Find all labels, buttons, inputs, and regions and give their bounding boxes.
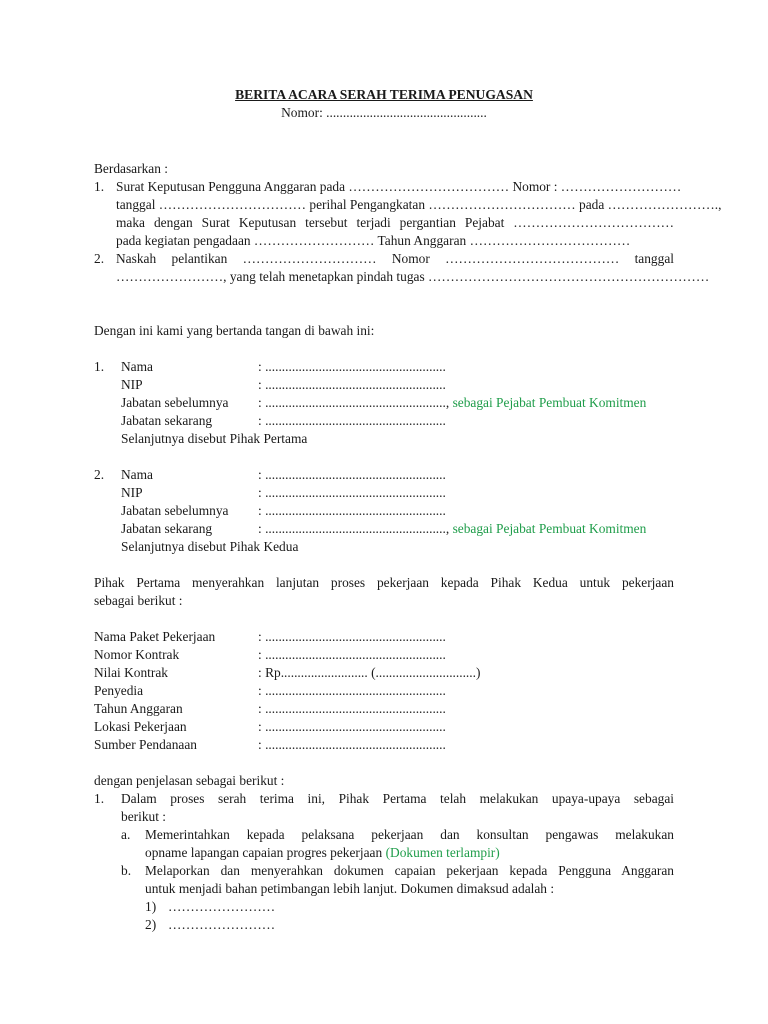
penjelasan-heading: dengan penjelasan sebagai berikut : xyxy=(94,773,285,788)
berdasarkan-item1-line1: Surat Keputusan Pengguna Anggaran pada ……………………………… Nomor : ……………………… xyxy=(116,179,682,194)
document-title: BERITA ACARA SERAH TERIMA PENUGASAN xyxy=(235,87,533,102)
sub-item1-number: 1) xyxy=(145,899,157,914)
pihak1-jabatan-sebelum-value xyxy=(258,394,646,412)
nilai-kontrak-label: Nilai Kontrak xyxy=(94,665,169,680)
tahun-anggaran-label: Tahun Anggaran xyxy=(94,701,183,716)
penjelasan-a-line2 xyxy=(145,844,500,862)
berdasarkan-item2-number: 2. xyxy=(94,251,105,266)
penjelasan-b-line2: untuk menjadi bahan petimbangan lebih lanjut. Dokumen dimaksud adalah : xyxy=(145,881,555,896)
berdasarkan-item2-line2: ……………………, yang telah menetapkan pindah tugas ……………………………………………………… xyxy=(116,269,710,284)
penyerahan-line1: Pihak Pertama menyerahkan lanjutan proses pekerjaan kepada Pihak Kedua untuk pekerjaan xyxy=(94,575,674,590)
sumber-pendanaan-value: : ...................................................... xyxy=(258,737,446,752)
pihak1-nip-value: : ...................................................... xyxy=(258,377,446,392)
nama-paket-label: Nama Paket Pekerjaan xyxy=(94,629,216,644)
berdasarkan-item1-number: 1. xyxy=(94,179,105,194)
sub-item2-text: …………………… xyxy=(168,917,276,932)
nomor-kontrak-label: Nomor Kontrak xyxy=(94,647,180,662)
pihak2-nama-label: Nama xyxy=(121,467,153,482)
penyedia-value: : ...................................................... xyxy=(258,683,446,698)
pihak2-nip-label: NIP xyxy=(121,485,143,500)
pihak1-number: 1. xyxy=(94,359,105,374)
pihak1-closing: Selanjutnya disebut Pihak Pertama xyxy=(121,431,308,446)
penjelasan-a-text: opname lapangan capaian progres pekerjaan xyxy=(145,845,383,860)
pihak2-nama-value: : ...................................................... xyxy=(258,467,446,482)
pihak2-jabatan-sekarang-dots: : ......................................................, xyxy=(258,521,450,536)
pihak2-jabatan-sebelum-value: : ...................................................... xyxy=(258,503,446,518)
pihak1-jabatan-sebelum-dots: : ......................................................, xyxy=(258,395,450,410)
penjelasan-item1-number: 1. xyxy=(94,791,105,806)
sumber-pendanaan-label: Sumber Pendanaan xyxy=(94,737,198,752)
berdasarkan-item2-line1: Naskah pelantikan ………………………… Nomor ………………………………… tanggal xyxy=(116,251,674,266)
penjelasan-item1-line1: Dalam proses serah terima ini, Pihak Pertama telah melakukan upaya-upaya sebagai xyxy=(121,791,674,806)
penyedia-label: Penyedia xyxy=(94,683,144,698)
nama-paket-value: : ...................................................... xyxy=(258,629,446,644)
nomor-kontrak-value: : ...................................................... xyxy=(258,647,446,662)
pihak2-closing: Selanjutnya disebut Pihak Kedua xyxy=(121,539,299,554)
pihak1-jabatan-sebelum-note: sebagai Pejabat Pembuat Komitmen xyxy=(452,395,647,410)
tahun-anggaran-value: : ...................................................... xyxy=(258,701,446,716)
berdasarkan-heading: Berdasarkan : xyxy=(94,161,168,176)
intro-text: Dengan ini kami yang bertanda tangan di bawah ini: xyxy=(94,323,375,338)
berdasarkan-item1-line4: pada kegiatan pengadaan ……………………… Tahun Anggaran ……………………………… xyxy=(116,233,631,248)
penjelasan-b-number: b. xyxy=(121,863,132,878)
penjelasan-a-number: a. xyxy=(121,827,131,842)
pihak2-jabatan-sekarang-value xyxy=(258,520,646,538)
document-number: Nomor: ................................................ xyxy=(281,105,487,120)
pihak1-jabatan-sebelum-label: Jabatan sebelumnya xyxy=(121,395,229,410)
pihak2-jabatan-sekarang-label: Jabatan sekarang xyxy=(121,521,213,536)
pihak1-jabatan-sekarang-label: Jabatan sekarang xyxy=(121,413,213,428)
pihak1-nama-label: Nama xyxy=(121,359,153,374)
penjelasan-a-line1: Memerintahkan kepada pelaksana pekerjaan dan konsultan pengawas melakukan xyxy=(145,827,674,842)
pihak2-nip-value: : ...................................................... xyxy=(258,485,446,500)
sub-item2-number: 2) xyxy=(145,917,157,932)
penjelasan-b-line1: Melaporkan dan menyerahkan dokumen capaian pekerjaan kepada Pengguna Anggaran xyxy=(145,863,674,878)
penyerahan-line2: sebagai berikut : xyxy=(94,593,183,608)
lokasi-pekerjaan-label: Lokasi Pekerjaan xyxy=(94,719,187,734)
pihak1-jabatan-sekarang-value: : ...................................................... xyxy=(258,413,446,428)
pihak2-jabatan-sebelum-label: Jabatan sebelumnya xyxy=(121,503,229,518)
nilai-kontrak-value: : Rp.......................... (..............................) xyxy=(258,665,481,680)
pihak2-number: 2. xyxy=(94,467,105,482)
lokasi-pekerjaan-value: : ...................................................... xyxy=(258,719,446,734)
pihak2-jabatan-sekarang-note: sebagai Pejabat Pembuat Komitmen xyxy=(452,521,647,536)
pihak1-nama-value: : ...................................................... xyxy=(258,359,446,374)
berdasarkan-item1-line2: tanggal …………………………… perihal Pengangkatan …………………………… pada ……………………., xyxy=(116,197,722,212)
berdasarkan-item1-line3: maka dengan Surat Keputusan tersebut terjadi pergantian Pejabat ……………………………… xyxy=(116,215,674,230)
sub-item1-text: …………………… xyxy=(168,899,276,914)
penjelasan-a-note: (Dokumen terlampir) xyxy=(385,845,500,860)
penjelasan-item1-line2: berikut : xyxy=(121,809,166,824)
pihak1-nip-label: NIP xyxy=(121,377,143,392)
